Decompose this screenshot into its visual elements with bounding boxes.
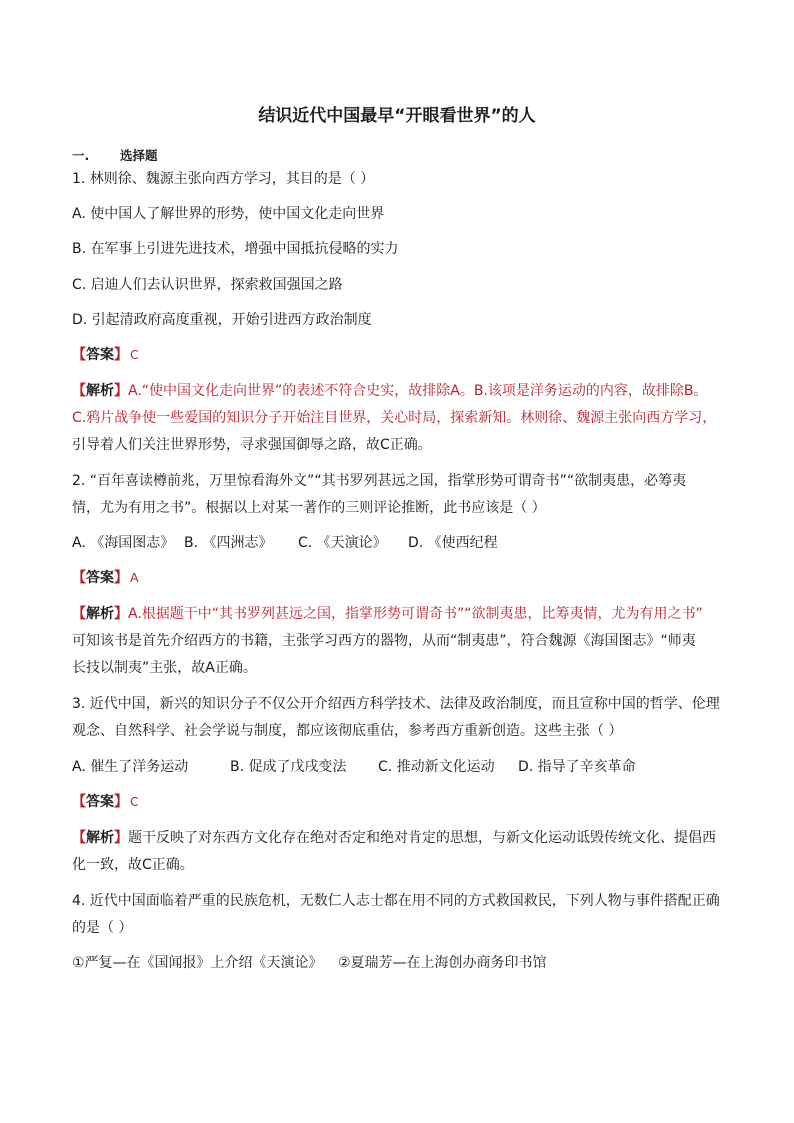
item-2: ②夏瑞芳—在上海创办商务印书馆 <box>338 955 547 971</box>
option-b: B. 《四洲志》 <box>184 535 273 551</box>
option-c: C. 推动新文化运动 <box>378 759 495 775</box>
analysis-label: 解析 <box>86 830 114 846</box>
page-title: 结识近代中国最早“开眼看世界”的人 <box>258 106 536 126</box>
question-2-analysis-line-3: 长技以制夷”主张，故A正确。 <box>72 660 257 676</box>
question-1-stem: 1. 林则徐、魏源主张向西方学习，其目的是（ ） <box>72 171 375 187</box>
question-1-analysis-line-1: 【解析】A.“使中国文化走向世界”的表述不符合史实，故排除A。B.该项是洋务运动的内容，故排除B。 <box>72 383 708 399</box>
question-2-answer: 【答案】 A <box>72 570 139 586</box>
question-2-stem-line-1: 2. “百年喜读樽前兆，万里惊看海外文”“其书罗列甚远之国，指掌形势可谓奇书”“欲制夷患，必筹夷 <box>72 473 687 489</box>
analysis-text: A.“使中国文化走向世界”的表述不符合史实，故排除A。B.该项是洋务运动的内容，故排除B。 <box>128 383 708 399</box>
analysis-text: A.根据题干中“其书罗列甚远之国，指掌形势可谓奇书”“欲制夷患，比筹夷情，尤为有用之书” <box>128 606 703 622</box>
question-4-stem-line-1: 4. 近代中国面临着严重的民族危机，无数仁人志士都在用不同的方式救国救民，下列人物与事件搭配正确 <box>72 893 720 909</box>
option-a: A. 催生了洋务运动 <box>72 759 189 775</box>
question-3-answer: 【答案】 C <box>72 794 139 810</box>
question-1-option-c: C. 启迪人们去认识世界，探索救国强国之路 <box>72 277 343 293</box>
question-3-stem-line-1: 3. 近代中国，新兴的知识分子不仅公开介绍西方科学技术、法律及政治制度，而且宣称中国的哲学、伦理 <box>72 696 720 712</box>
option-b: B. 促成了戊戌变法 <box>230 759 347 775</box>
option-c: C. 《天演论》 <box>298 535 387 551</box>
item-1: ①严复—在《国闻报》上介绍《天演论》 <box>72 955 323 971</box>
answer-value: C <box>130 794 139 809</box>
analysis-label: 解析 <box>86 606 114 622</box>
question-2-stem-line-2: 情，尤为有用之书”。根据以上对某一著作的三则评论推断，此书应该是（ ） <box>72 500 546 516</box>
analysis-label: 解析 <box>86 383 114 399</box>
question-3-analysis-line-2: 化一致，故C正确。 <box>72 857 194 873</box>
question-2-analysis-line-1: 【解析】A.根据题干中“其书罗列甚远之国，指掌形势可谓奇书”“欲制夷患，比筹夷情，尤为有用之书” <box>72 606 703 622</box>
question-3-stem-line-2: 观念、自然科学、社会学说与制度，都应该彻底重估，参考西方重新创造。这些主张（ ） <box>72 723 623 739</box>
section-heading <box>72 146 158 166</box>
question-1-answer: 【答案】 C <box>72 347 139 363</box>
question-4-stem-line-2: 的是（ ） <box>72 920 133 936</box>
question-2-options <box>72 533 498 553</box>
section-number: 一. <box>72 148 90 163</box>
answer-label: 答案 <box>86 347 114 363</box>
question-1-option-d: D. 引起清政府高度重视，开始引进西方政治制度 <box>72 312 372 328</box>
answer-value: C <box>130 347 139 362</box>
question-3-analysis-line-1: 【解析】题干反映了对东西方文化存在绝对否定和绝对肯定的思想，与新文化运动诋毁传统文化、提倡西 <box>72 830 716 846</box>
question-1-option-b: B. 在军事上引进先进技术，增强中国抵抗侵略的实力 <box>72 241 399 257</box>
question-3-options <box>72 757 636 777</box>
answer-label: 答案 <box>86 794 114 810</box>
answer-label: 答案 <box>86 570 114 586</box>
question-4-items <box>72 953 547 973</box>
option-d: D. 指导了辛亥革命 <box>518 759 636 775</box>
question-1-analysis-line-2: C.鸦片战争使一些爱国的知识分子开始注目世界，关心时局，探索新知。林则徐、魏源主张向西方学习， <box>72 410 717 426</box>
question-2-analysis-line-2: 可知该书是首先介绍西方的书籍，主张学习西方的器物，从而“制夷患”，符合魏源《海国图志》“师夷 <box>72 633 696 649</box>
question-1-analysis-line-3: 引导着人们关注世界形势，寻求强国御辱之路，故C正确。 <box>72 437 432 453</box>
answer-value: A <box>130 570 139 585</box>
option-d: D. 《使西纪程 <box>408 535 498 551</box>
option-a: A. 《海国图志》 <box>72 535 175 551</box>
analysis-text: 题干反映了对东西方文化存在绝对否定和绝对肯定的思想，与新文化运动诋毁传统文化、提倡西 <box>128 830 716 846</box>
section-label: 选择题 <box>120 148 158 163</box>
question-1-option-a: A. 使中国人了解世界的形势，使中国文化走向世界 <box>72 206 385 222</box>
